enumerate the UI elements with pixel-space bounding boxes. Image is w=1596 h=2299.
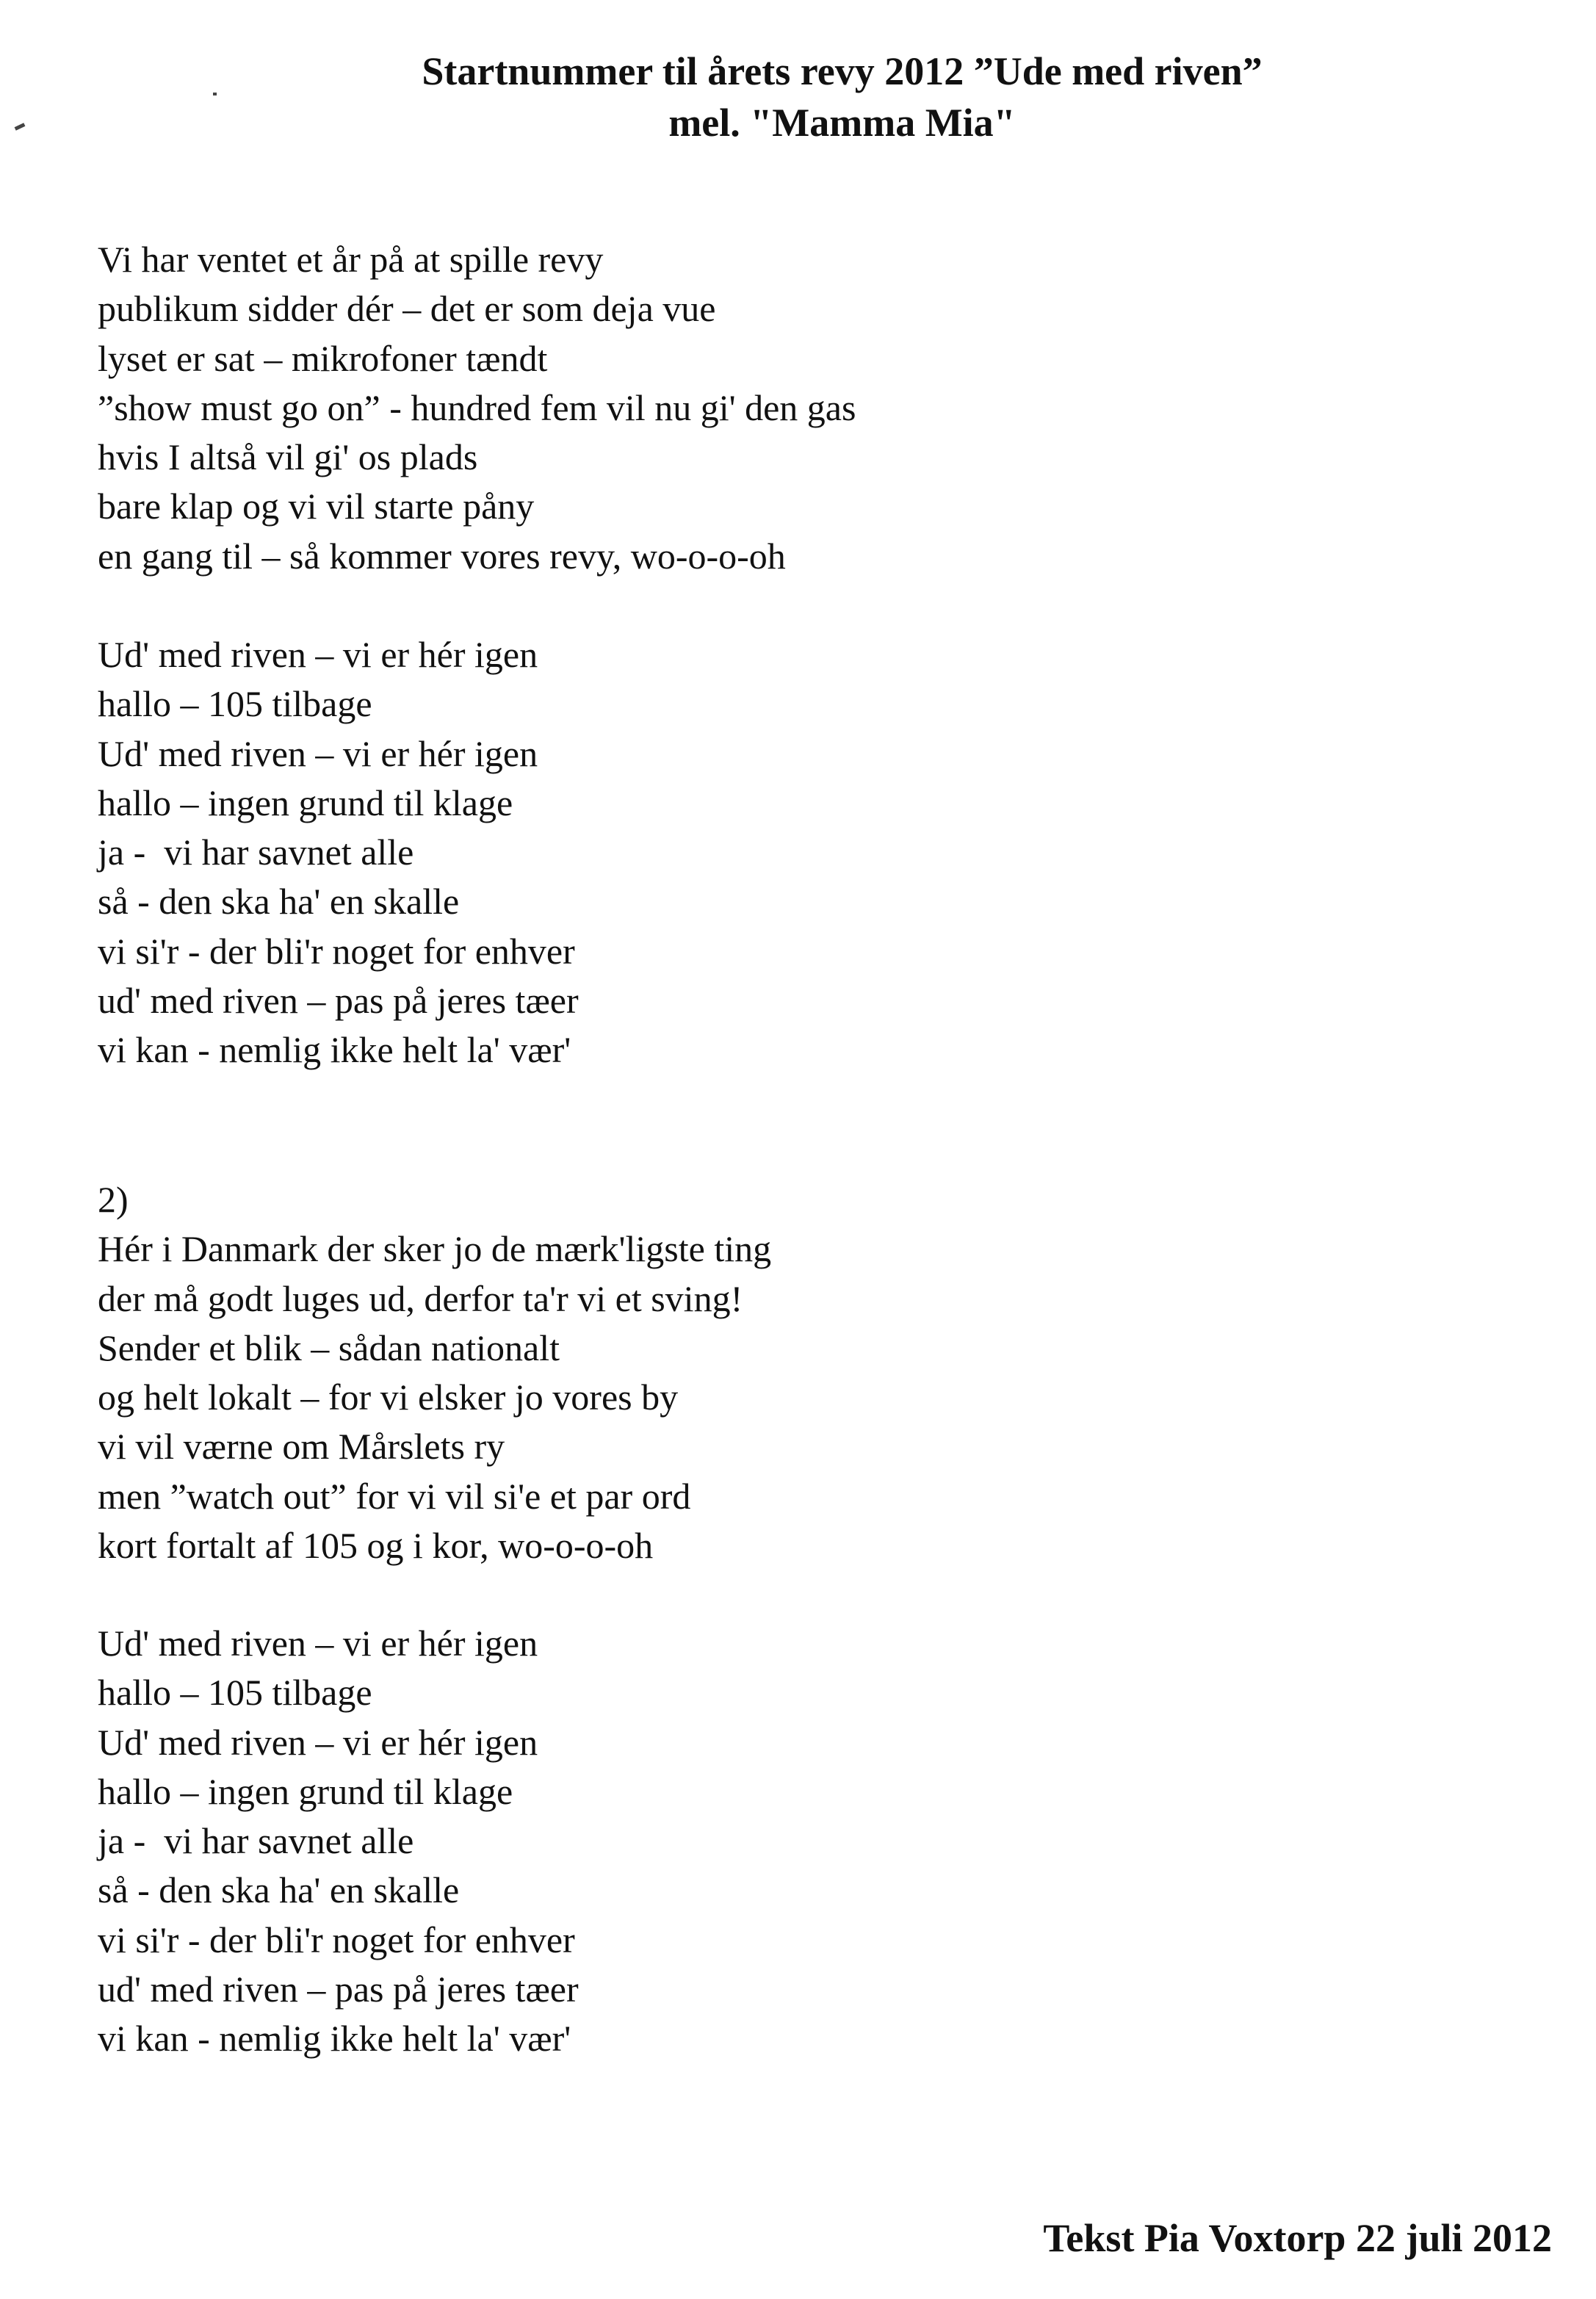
lyric-line: ”show must go on” - hundred fem vil nu gi' den gas [98, 386, 856, 428]
lyric-line: ud' med riven – pas på jeres tæer [98, 980, 579, 1022]
verse-number: 2) [98, 1179, 129, 1220]
verse-1 [98, 235, 1493, 581]
scan-speck [15, 123, 26, 130]
lyric-line: der må godt luges ud, derfor ta'r vi et sving! [98, 1277, 743, 1319]
lyric-line: men ”watch out” for vi vil si'e et par ord [98, 1475, 691, 1517]
lyric-line: ja - vi har savnet alle [98, 1820, 414, 1862]
lyric-line: vi si'r - der bli'r noget for enhver [98, 1919, 575, 1960]
lyric-line: Ud' med riven – vi er hér igen [98, 1623, 538, 1664]
lyric-line: Hér i Danmark der sker jo de mærk'ligste ting [98, 1228, 772, 1270]
lyric-line: Vi har ventet et år på at spille revy [98, 239, 604, 280]
lyric-line: ja - vi har savnet alle [98, 831, 414, 873]
lyric-line: vi kan - nemlig ikke helt la' vær' [98, 2018, 571, 2060]
lyric-line: en gang til – så kommer vores revy, wo-o-o-oh [98, 535, 786, 577]
lyric-line: hallo – 105 tilbage [98, 683, 372, 725]
lyric-line: bare klap og vi vil starte påny [98, 486, 535, 527]
verse-2 [98, 1175, 1493, 1570]
lyric-line: lyset er sat – mikrofoner tændt [98, 337, 548, 379]
author-credit: Tekst Pia Voxtorp 22 juli 2012 [1043, 2216, 1552, 2260]
chorus-2 [98, 1619, 1493, 2064]
lyric-line: så - den ska ha' en skalle [98, 881, 460, 923]
lyric-line: vi vil værne om Mårslets ry [98, 1426, 505, 1468]
lyric-line: Ud' med riven – vi er hér igen [98, 732, 538, 774]
lyric-line: vi kan - nemlig ikke helt la' vær' [98, 1029, 571, 1071]
lyric-line: vi si'r - der bli'r noget for enhver [98, 930, 575, 972]
lyric-line: Ud' med riven – vi er hér igen [98, 1721, 538, 1763]
lyric-line: hallo – ingen grund til klage [98, 782, 513, 823]
lyric-line: hallo – 105 tilbage [98, 1672, 372, 1714]
melody-subtitle: mel. "Mamma Mia" [668, 101, 1016, 145]
lyric-line: publikum sidder dér – det er som deja vue [98, 288, 716, 330]
lyric-line: kort fortalt af 105 og i kor, wo-o-o-oh [98, 1525, 654, 1567]
lyric-line: Sender et blik – sådan nationalt [98, 1327, 560, 1368]
lyric-line: Ud' med riven – vi er hér igen [98, 634, 538, 675]
chorus-1 [98, 630, 1493, 1075]
lyric-line: ud' med riven – pas på jeres tæer [98, 1968, 579, 2010]
lyric-line: så - den ska ha' en skalle [98, 1869, 460, 1911]
song-title: Startnummer til årets revy 2012 ”Ude med riven” [422, 49, 1263, 93]
lyric-line: hvis I altså vil gi' os plads [98, 436, 478, 478]
lyric-line: hallo – ingen grund til klage [98, 1770, 513, 1812]
lyric-line: og helt lokalt – for vi elsker jo vores by [98, 1376, 679, 1418]
